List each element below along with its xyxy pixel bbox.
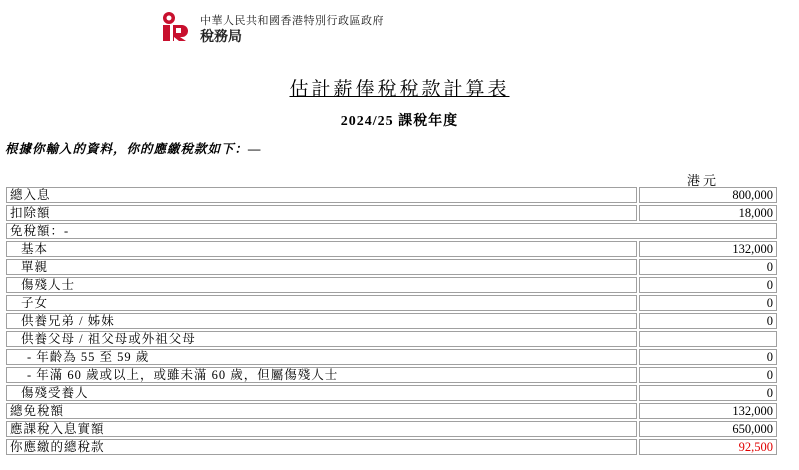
row-value-total-income: 800,000 <box>639 187 777 203</box>
row-label-allowances: 免稅額：- <box>6 223 777 239</box>
table-row <box>6 313 777 329</box>
row-value-siblings: 0 <box>639 313 777 329</box>
table-row <box>6 349 777 365</box>
table-row <box>6 385 777 401</box>
row-label-net-chargeable-income: 應課稅入息實額 <box>6 421 637 437</box>
table-row <box>6 403 777 419</box>
row-value-disabled: 0 <box>639 277 777 293</box>
row-label-total-income: 總入息 <box>6 187 637 203</box>
table-row <box>6 367 777 383</box>
row-label-parents-55-59: - 年齡為 55 至 59 歲 <box>6 349 637 365</box>
org-name-line1: 中華人民共和國香港特別行政區政府 <box>200 14 384 27</box>
row-value-disabled-dependant: 0 <box>639 385 777 401</box>
table-row <box>6 223 777 239</box>
table-row <box>6 259 777 275</box>
table-row <box>6 187 777 203</box>
ird-logo-icon <box>160 10 192 42</box>
row-label-basic: 基本 <box>6 241 637 257</box>
row-label-parents: 供養父母 / 祖父母或外祖父母 <box>6 331 637 347</box>
row-label-parents-60-plus: - 年滿 60 歲或以上，或雖未滿 60 歲，但屬傷殘人士 <box>6 367 637 383</box>
row-value-parents-60-plus: 0 <box>639 367 777 383</box>
table-row <box>6 241 777 257</box>
table-row <box>6 439 777 455</box>
table-row <box>6 295 777 311</box>
row-value-total-allowances: 132,000 <box>639 403 777 419</box>
assessment-year: 2024/25 課稅年度 <box>340 114 459 129</box>
table-row <box>6 205 777 221</box>
table-row <box>6 421 777 437</box>
org-name-line2: 稅務局 <box>200 29 242 45</box>
row-label-disabled: 傷殘人士 <box>6 277 637 293</box>
page-title: 估計薪俸稅稅款計算表 <box>289 79 510 100</box>
row-value-children: 0 <box>639 295 777 311</box>
row-label-total-allowances: 總免稅額 <box>6 403 637 419</box>
row-value-basic: 132,000 <box>639 241 777 257</box>
row-label-disabled-dependant: 傷殘受養人 <box>6 385 637 401</box>
row-value-parents-55-59: 0 <box>639 349 777 365</box>
row-value-parents <box>639 331 777 347</box>
row-label-siblings: 供養兄弟 / 姊妹 <box>6 313 637 329</box>
row-label-children: 子女 <box>6 295 637 311</box>
row-value-single-parent: 0 <box>639 259 777 275</box>
row-label-deductions: 扣除額 <box>6 205 637 221</box>
tax-calculation-table <box>4 185 779 457</box>
row-value-net-chargeable-income: 650,000 <box>639 421 777 437</box>
table-row <box>6 277 777 293</box>
row-value-tax-payable: 92,500 <box>639 439 777 455</box>
intro-text: 根據你輸入的資料，你的應繳稅款如下：— <box>5 142 262 156</box>
row-label-tax-payable: 你應繳的總稅款 <box>6 439 637 455</box>
row-label-single-parent: 單親 <box>6 259 637 275</box>
table-row <box>6 331 777 347</box>
row-value-deductions: 18,000 <box>639 205 777 221</box>
ird-logo <box>160 10 400 44</box>
currency-label: 港元 <box>686 173 719 188</box>
